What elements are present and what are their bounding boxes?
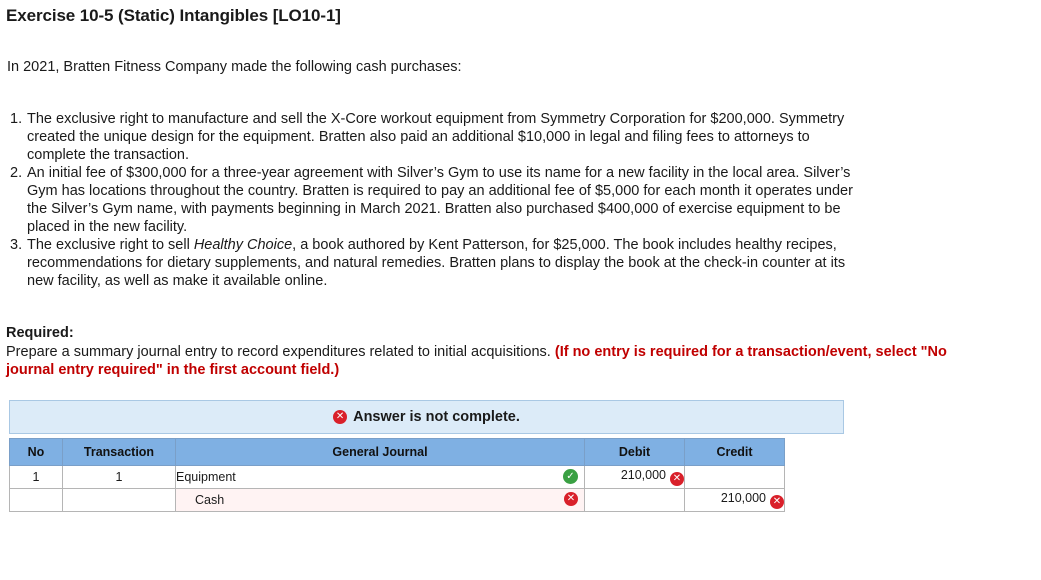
x-circle-icon: ✕ [670, 472, 684, 486]
check-icon: ✓ [563, 469, 578, 484]
item-line: The exclusive right to manufacture and sell the X-Core workout equipment from Symmetry Corporation for $200,000. Symmetry [27, 111, 845, 127]
x-circle-icon: ✕ [333, 410, 347, 424]
row-transaction [63, 489, 176, 512]
x-circle-icon: ✕ [564, 492, 578, 506]
table-row [10, 466, 785, 489]
item-line: created the unique design for the equipment. Bratten also paid an additional $10,000 in legal and filing fees to attorneys to [27, 129, 810, 145]
debit-field[interactable] [585, 466, 685, 489]
table-header-row [10, 439, 785, 466]
journal-table [9, 438, 785, 512]
debit-value: 210,000 [620, 468, 666, 482]
list-item [10, 110, 947, 164]
item-number: 2. [10, 165, 23, 181]
answer-status-banner [9, 400, 844, 434]
required-note: (If no entry is required for a transaction/event, select "No journal entry required" in the first account field.) [6, 344, 947, 378]
col-transaction: Transaction [63, 439, 176, 466]
x-circle-icon: ✕ [770, 495, 784, 509]
list-item [10, 236, 947, 290]
item-number: 3. [10, 237, 23, 253]
required-instruction: Prepare a summary journal entry to record expenditures related to initial acquisitions. [6, 344, 555, 360]
item-line: Gym has locations throughout the country. Bratten is required to pay an additional fee of $5,000 for each month it operates under [27, 183, 853, 199]
col-credit: Credit [685, 439, 785, 466]
purchases-list [10, 110, 947, 290]
book-title: Healthy Choice [193, 237, 293, 253]
col-debit: Debit [585, 439, 685, 466]
debit-field[interactable] [585, 489, 685, 512]
col-general-journal: General Journal [176, 439, 585, 466]
account-field[interactable] [176, 489, 585, 512]
credit-value: 210,000 [720, 491, 766, 505]
credit-field[interactable] [685, 489, 785, 512]
intro-text: In 2021, Bratten Fitness Company made the following cash purchases: [7, 59, 462, 75]
item-line: placed in the new facility. [27, 219, 188, 235]
list-item [10, 164, 947, 236]
item-number: 1. [10, 111, 23, 127]
row-no: 1 [10, 466, 63, 489]
item-text: , a book authored by Kent Patterson, for $25,000. The book includes healthy recipes, [292, 237, 837, 253]
col-no: No [10, 439, 63, 466]
table-row [10, 489, 785, 512]
account-name: Cash [195, 493, 225, 507]
item-line [27, 236, 947, 254]
row-transaction: 1 [63, 466, 176, 489]
credit-field[interactable] [685, 466, 785, 489]
account-name: Equipment [176, 470, 236, 484]
required-text [6, 343, 966, 379]
item-line: the Silver’s Gym name, with payments beginning in March 2021. Bratten also purchased $400,000 of exercise equipment to be [27, 201, 841, 217]
row-no [10, 489, 63, 512]
item-line: complete the transaction. [27, 147, 190, 163]
item-line: new facility, as well as make it available online. [27, 273, 328, 289]
required-heading: Required: [6, 325, 74, 341]
item-line: An initial fee of $300,000 for a three-year agreement with Silver’s Gym to use its name for a new facility in the local area. Silver’s [27, 165, 851, 181]
account-field[interactable] [176, 466, 585, 489]
banner-text: Answer is not complete. [353, 409, 520, 425]
exercise-title: Exercise 10-5 (Static) Intangibles [LO10-1] [6, 6, 341, 25]
item-line: recommendations for dietary supplements, and natural remedies. Bratten plans to display the book at the check-in counter at its [27, 255, 846, 271]
item-text: The exclusive right to sell [27, 237, 194, 253]
